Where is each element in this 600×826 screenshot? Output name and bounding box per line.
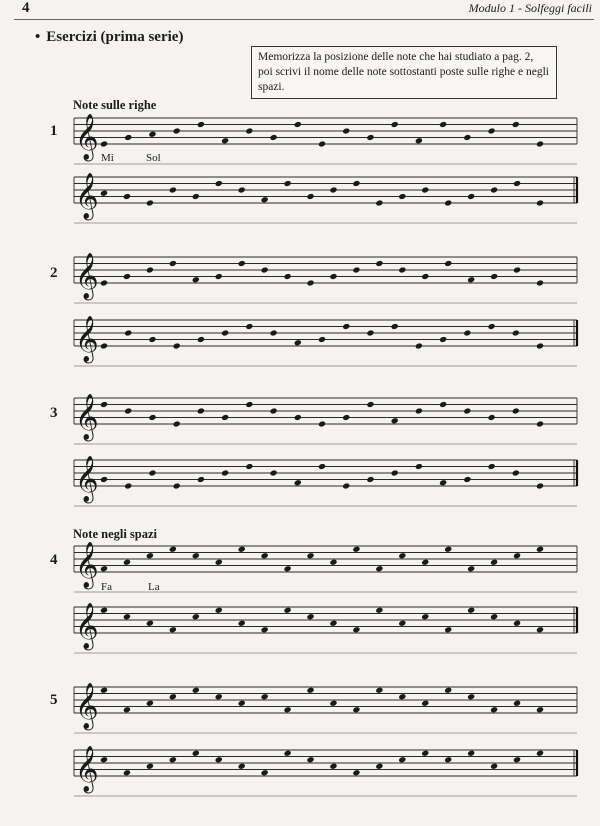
exercise-number-1: 1 — [50, 123, 58, 139]
note-head — [192, 276, 200, 283]
note-head — [490, 559, 498, 566]
note-head — [123, 769, 131, 776]
note-head — [421, 273, 429, 280]
note-head — [439, 479, 447, 486]
note-head — [375, 199, 383, 206]
note-head — [342, 127, 350, 134]
note-head — [123, 193, 131, 200]
note-head — [197, 407, 205, 414]
note-head — [124, 134, 132, 141]
note-head — [245, 127, 253, 134]
note-head — [284, 750, 292, 757]
note-head — [444, 626, 452, 633]
section-title-text: Esercizi (prima serie) — [46, 29, 184, 45]
note-head — [342, 323, 350, 330]
note-head — [375, 607, 383, 614]
note-head — [536, 342, 544, 349]
note-head — [192, 613, 200, 620]
note-head — [512, 329, 520, 336]
note-head — [169, 756, 177, 763]
note-head — [375, 687, 383, 694]
note-head — [513, 180, 521, 187]
note-head — [536, 140, 544, 147]
note-head — [463, 476, 471, 483]
note-head — [238, 620, 246, 627]
note-head — [398, 552, 406, 559]
note-head — [284, 180, 292, 187]
note-head — [366, 476, 374, 483]
example-name-sol: Sol — [146, 152, 161, 164]
note-head — [467, 607, 475, 614]
note-head — [444, 199, 452, 206]
note-head — [398, 266, 406, 273]
note-head — [173, 420, 181, 427]
note-head — [261, 769, 269, 776]
note-head — [215, 180, 223, 187]
note-head — [467, 750, 475, 757]
note-head — [421, 186, 429, 193]
treble-clef-icon: 𝄞 — [75, 173, 99, 219]
exercise-number-2: 2 — [50, 265, 58, 281]
note-head — [415, 407, 423, 414]
note-head — [169, 546, 177, 553]
note-head — [261, 626, 269, 633]
note-head — [536, 199, 544, 206]
note-head — [513, 552, 521, 559]
note-head — [329, 559, 337, 566]
note-head — [490, 706, 498, 713]
note-head — [488, 323, 496, 330]
note-head — [421, 559, 429, 566]
note-head — [100, 687, 108, 694]
note-head — [415, 463, 423, 470]
note-head — [490, 186, 498, 193]
note-head — [490, 763, 498, 770]
note-head — [197, 336, 205, 343]
note-head — [270, 407, 278, 414]
note-head — [306, 279, 314, 286]
note-head — [221, 414, 229, 421]
note-head — [294, 479, 302, 486]
note-head — [398, 620, 406, 627]
note-head — [444, 687, 452, 694]
note-head — [169, 626, 177, 633]
note-head — [444, 546, 452, 553]
note-head — [100, 565, 108, 572]
note-head — [318, 336, 326, 343]
note-head — [192, 750, 200, 757]
note-head — [146, 620, 154, 627]
note-head — [463, 407, 471, 414]
note-head — [238, 260, 246, 267]
note-head — [270, 134, 278, 141]
note-head — [488, 127, 496, 134]
note-head — [284, 273, 292, 280]
note-head — [513, 700, 521, 707]
note-head — [100, 140, 108, 147]
note-head — [439, 121, 447, 128]
note-head — [415, 342, 423, 349]
note-head — [215, 559, 223, 566]
note-head — [391, 469, 399, 476]
note-head — [306, 613, 314, 620]
note-head — [100, 190, 108, 197]
note-head — [318, 140, 326, 147]
section-bullet: • — [35, 29, 41, 45]
note-head — [536, 706, 544, 713]
note-head — [123, 706, 131, 713]
note-head — [192, 193, 200, 200]
note-head — [536, 279, 544, 286]
note-head — [238, 700, 246, 707]
note-head — [294, 414, 302, 421]
note-head — [467, 565, 475, 572]
note-head — [245, 401, 253, 408]
note-head — [148, 336, 156, 343]
treble-clef-icon: 𝄞 — [75, 253, 99, 299]
note-head — [192, 687, 200, 694]
note-head — [513, 756, 521, 763]
note-head — [439, 401, 447, 408]
running-head: Modulo 1 - Solfeggi facili — [468, 1, 592, 15]
treble-clef-icon: 𝄞 — [75, 456, 99, 502]
treble-clef-icon: 𝄞 — [75, 683, 99, 729]
note-head — [488, 414, 496, 421]
note-head — [100, 607, 108, 614]
note-head — [221, 137, 229, 144]
note-head — [352, 769, 360, 776]
note-head — [329, 186, 337, 193]
note-head — [352, 180, 360, 187]
instructions-box: Memorizza la posizione delle note che hai studiato a pag. 2, poi scrivi il nome delle note sottostanti poste sulle righe e negli spazi. — [251, 46, 557, 99]
note-head — [463, 134, 471, 141]
note-head — [536, 546, 544, 553]
note-head — [318, 420, 326, 427]
note-head — [467, 276, 475, 283]
note-head — [169, 260, 177, 267]
note-head — [238, 546, 246, 553]
note-head — [146, 266, 154, 273]
note-head — [391, 323, 399, 330]
note-head — [173, 127, 181, 134]
note-head — [513, 620, 521, 627]
page-number: 4 — [22, 0, 30, 16]
note-head — [467, 193, 475, 200]
note-head — [536, 420, 544, 427]
note-head — [284, 706, 292, 713]
note-head — [261, 693, 269, 700]
note-head — [123, 273, 131, 280]
note-head — [366, 134, 374, 141]
note-head — [173, 342, 181, 349]
note-head — [215, 756, 223, 763]
exercise-number-5: 5 — [50, 692, 58, 708]
note-head — [100, 756, 108, 763]
treble-clef-icon: 𝄞 — [75, 394, 99, 440]
note-head — [536, 482, 544, 489]
note-head — [342, 482, 350, 489]
treble-clef-icon: 𝄞 — [75, 316, 99, 362]
note-head — [352, 706, 360, 713]
note-head — [215, 607, 223, 614]
note-head — [306, 756, 314, 763]
exercise-number-4: 4 — [50, 552, 58, 568]
note-head — [270, 329, 278, 336]
note-head — [512, 407, 520, 414]
note-head — [215, 693, 223, 700]
note-head — [352, 546, 360, 553]
note-head — [398, 693, 406, 700]
note-head — [329, 620, 337, 627]
note-head — [123, 613, 131, 620]
note-head — [444, 260, 452, 267]
note-head — [439, 336, 447, 343]
note-head — [488, 463, 496, 470]
subheading-lines: Note sulle righe — [73, 98, 157, 112]
note-head — [415, 137, 423, 144]
note-head — [261, 266, 269, 273]
subheading-spaces: Note negli spazi — [73, 527, 158, 541]
note-head — [100, 476, 108, 483]
note-head — [192, 552, 200, 559]
note-head — [318, 463, 326, 470]
note-head — [238, 186, 246, 193]
note-head — [306, 687, 314, 694]
note-head — [352, 266, 360, 273]
note-head — [148, 414, 156, 421]
note-head — [329, 700, 337, 707]
note-head — [536, 626, 544, 633]
note-head — [100, 342, 108, 349]
note-head — [463, 329, 471, 336]
note-head — [490, 273, 498, 280]
note-head — [294, 339, 302, 346]
note-head — [306, 552, 314, 559]
note-head — [148, 469, 156, 476]
note-head — [215, 273, 223, 280]
note-head — [124, 329, 132, 336]
treble-clef-icon: 𝄞 — [75, 542, 99, 588]
note-head — [467, 693, 475, 700]
note-head — [421, 613, 429, 620]
note-head — [146, 763, 154, 770]
note-head — [329, 273, 337, 280]
note-head — [173, 482, 181, 489]
note-head — [148, 131, 156, 138]
note-head — [391, 121, 399, 128]
note-head — [375, 260, 383, 267]
note-head — [375, 565, 383, 572]
note-head — [124, 407, 132, 414]
note-head — [261, 552, 269, 559]
note-head — [146, 700, 154, 707]
note-head — [398, 756, 406, 763]
note-head — [294, 121, 302, 128]
note-head — [197, 476, 205, 483]
example-name-la: La — [148, 581, 160, 593]
note-head — [444, 756, 452, 763]
note-head — [490, 613, 498, 620]
note-head — [146, 552, 154, 559]
note-head — [375, 763, 383, 770]
note-head — [366, 401, 374, 408]
note-head — [421, 700, 429, 707]
note-head — [124, 482, 132, 489]
note-head — [421, 750, 429, 757]
note-head — [169, 693, 177, 700]
note-head — [123, 559, 131, 566]
note-head — [245, 463, 253, 470]
note-head — [512, 469, 520, 476]
note-head — [513, 266, 521, 273]
note-head — [245, 323, 253, 330]
note-head — [221, 329, 229, 336]
example-name-mi: Mi — [101, 152, 114, 164]
note-head — [197, 121, 205, 128]
note-head — [270, 469, 278, 476]
treble-clef-icon: 𝄞 — [75, 114, 99, 160]
note-head — [366, 329, 374, 336]
note-head — [284, 565, 292, 572]
note-head — [391, 417, 399, 424]
note-head — [352, 626, 360, 633]
note-head — [398, 193, 406, 200]
note-head — [342, 414, 350, 421]
exercise-number-3: 3 — [50, 405, 58, 421]
note-head — [169, 186, 177, 193]
note-head — [284, 607, 292, 614]
note-head — [261, 196, 269, 203]
example-name-fa: Fa — [101, 581, 112, 593]
note-head — [221, 469, 229, 476]
note-head — [100, 279, 108, 286]
note-head — [100, 401, 108, 408]
note-head — [306, 193, 314, 200]
note-head — [146, 199, 154, 206]
treble-clef-icon: 𝄞 — [75, 746, 99, 792]
note-head — [512, 121, 520, 128]
note-head — [329, 763, 337, 770]
note-head — [238, 763, 246, 770]
treble-clef-icon: 𝄞 — [75, 603, 99, 649]
note-head — [536, 750, 544, 757]
